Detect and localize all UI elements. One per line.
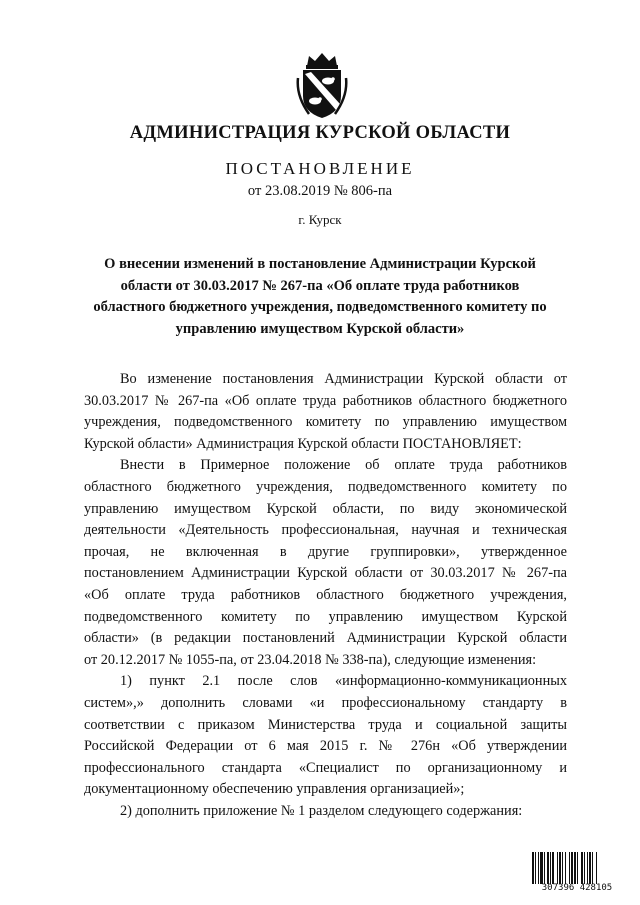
title-line: области от 30.03.2017 № 267-па «Об оплате труда работников [120,277,520,294]
body-line: систем»,» дополнить словами «и профессиональному стандарту в [84,694,567,711]
body-line: 1) пункт 2.1 после слов «информационно-коммуникационных [120,673,567,690]
body-line: Во изменение постановления Администрации Курской области от [120,371,567,387]
body-line: Внести в Примерное положение об оплате труда работников [120,457,567,474]
document-type: ПОСТАНОВЛЕНИЕ [225,159,415,178]
body-line: документационному обеспечению управления организацией»; [84,781,465,798]
body-line: деятельности «Деятельность профессиональная, научная и техническая [84,522,567,539]
barcode-number: 307396 428105 [541,883,613,893]
body-line: 30.03.2017 № 267-па «Об оплате труда работников областного бюджетного [84,392,567,409]
barcode [531,852,623,896]
document-title [70,254,570,340]
body-line: учреждения, подведомственного комитету по управлению имуществом [84,414,567,431]
body-line: «Об оплате труда работников областного бюджетного учреждения, [84,586,567,603]
body-line: постановлением Администрации Курской области от 30.03.2017 № 267-па [84,565,567,582]
title-line: областного бюджетного учреждения, подведомственного комитету по [93,299,547,315]
organization-name: АДМИНИСТРАЦИЯ КУРСКОЙ ОБЛАСТИ [129,123,511,143]
body-line: областного бюджетного учреждения, подведомственного комитету по [84,478,567,495]
body-line: Российской Федерации от 6 мая 2015 г. № 276н «Об утверждении [84,738,567,755]
barcode-bars-icon [531,852,623,884]
title-line: управлению имуществом Курской области» [175,320,465,337]
body-line: Курской области» Администрация Курской области ПОСТАНОВЛЯЕТ: [84,435,522,452]
title-line: О внесении изменений в постановление Администрации Курской [104,256,536,272]
body-line: соответствии с приказом Министерства труда и социальной защиты [84,716,567,733]
body-line: области» (в редакции постановлений Администрации Курской области [84,630,567,647]
body-line: управлению имуществом Курской области, по виду экономической [84,500,567,517]
body-line: от 20.12.2017 № 1055-па, от 23.04.2018 № 338-па), следующие изменения: [84,651,537,668]
body-line: прочая, не включенная в другие группировки», утвержденное [84,543,567,560]
city: г. Курск [298,212,342,227]
document-body [84,369,567,822]
coat-of-arms-icon [295,52,349,120]
body-line: подведомственного комитету по управлению имуществом Курской [84,608,567,625]
body-line: 2) дополнить приложение № 1 разделом следующего содержания: [120,802,523,819]
body-line: профессионального стандарта «Специалист по организационному и [84,759,567,776]
date-number: от 23.08.2019 № 806-па [247,183,393,199]
